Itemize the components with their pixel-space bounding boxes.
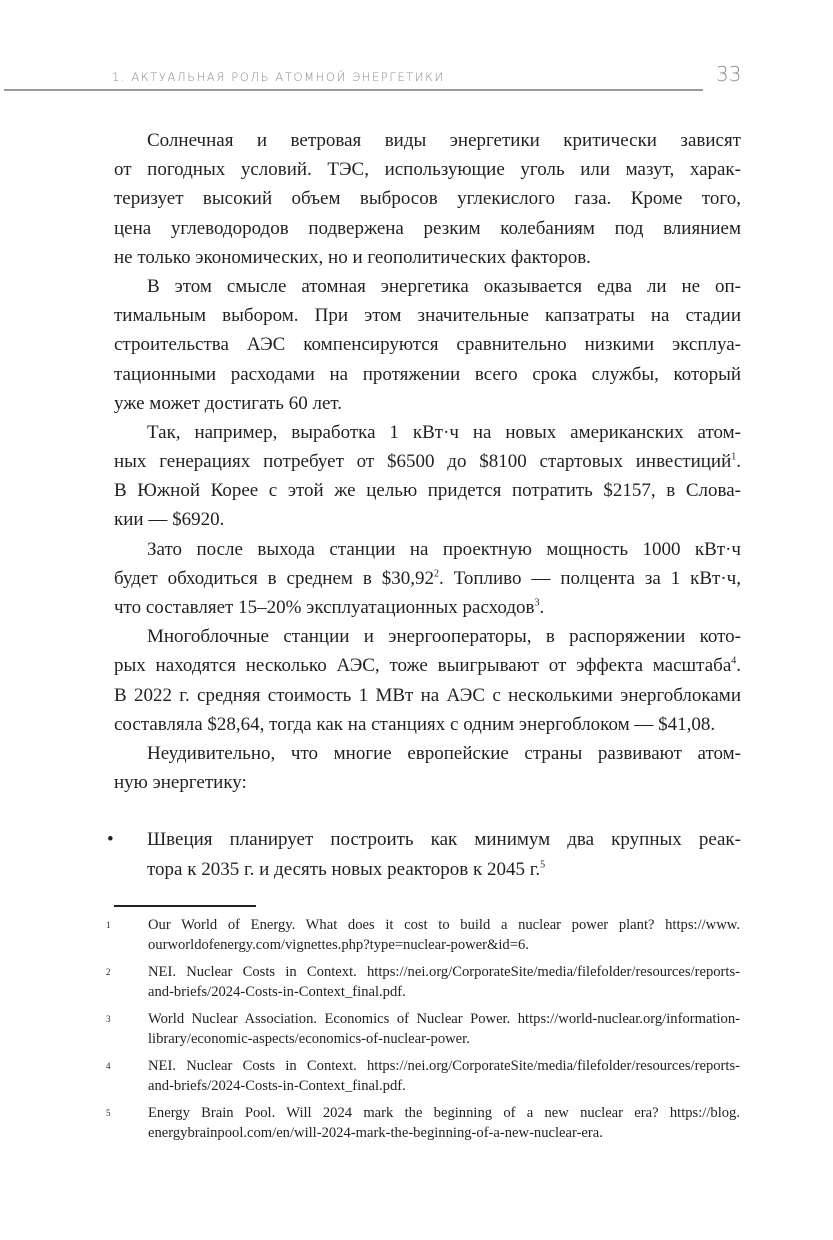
- footnote-line: library/economic-aspects/economics-of-nuclear-power.: [148, 1031, 470, 1047]
- body-text: [107, 126, 741, 884]
- line-text: теризует высокий объем выбросов углекислого газа. Кроме того,: [114, 188, 741, 210]
- bullet-item: [107, 825, 741, 883]
- footnote: [106, 915, 740, 955]
- text-line: [114, 593, 741, 622]
- text-line: [114, 739, 741, 768]
- line-text-tail: .: [736, 451, 741, 473]
- text-line: [114, 184, 741, 213]
- line-text: не только экономических, но и геополитических факторов.: [114, 246, 591, 268]
- footnote-ref: 5: [540, 859, 546, 871]
- line-text: ную энергетику:: [114, 772, 247, 794]
- line-text: тационными расходами на протяжении всего срока службы, который: [114, 363, 741, 385]
- footnote: [106, 1103, 740, 1143]
- text-line: [114, 535, 741, 564]
- line-text-tail: . Топливо — полцента за 1 кВт·ч,: [438, 567, 741, 589]
- paragraph: [114, 622, 741, 739]
- footnote-line: NEI. Nuclear Costs in Context. https://nei.org/CorporateSite/media/filefolder/resources/reports-: [148, 964, 740, 980]
- line-text: тора к 2035 г. и десять новых реакторов к 2045 г.: [147, 858, 541, 880]
- text-line: [114, 447, 741, 476]
- line-text: уже может достигать 60 лет.: [114, 392, 343, 414]
- text-line: [114, 301, 741, 330]
- footnote: [106, 962, 740, 1002]
- footnote-line: and-briefs/2024-Costs-in-Context_final.pdf.: [148, 1078, 406, 1094]
- text-line: [114, 155, 741, 184]
- text-line: [114, 214, 741, 243]
- footnote-rule: [114, 905, 256, 907]
- header-rule: [4, 89, 703, 91]
- line-text: кии — $6920.: [114, 509, 225, 531]
- line-text: цена углеводородов подвержена резким колебаниям под влиянием: [114, 217, 741, 239]
- text-line: [114, 243, 741, 272]
- line-text-tail: .: [736, 655, 741, 677]
- line-text: Зато после выхода станции на проектную мощность 1000 кВт·ч: [147, 538, 741, 560]
- line-text: В 2022 г. средняя стоимость 1 МВт на АЭС с несколькими энергоблоками: [114, 684, 741, 706]
- paragraph: [114, 535, 741, 623]
- text-line: [114, 681, 741, 710]
- paragraph: [114, 739, 741, 797]
- footnote-line: energybrainpool.com/en/will-2024-mark-the-beginning-of-a-new-nuclear-era.: [148, 1125, 603, 1141]
- footnote-number: 5: [106, 1108, 111, 1118]
- text-line: [114, 622, 741, 651]
- line-text: будет обходиться в среднем в $30,92: [114, 567, 434, 589]
- footnote-ref: 1: [731, 451, 737, 463]
- footnote: [106, 1056, 740, 1096]
- footnote-ref: 3: [534, 597, 540, 609]
- line-text: составляла $28,64, тогда как на станциях с одним энергоблоком — $41,08.: [114, 713, 716, 735]
- footnote-ref: 4: [731, 656, 737, 668]
- footnotes: [106, 915, 740, 1150]
- spacer: [114, 797, 741, 825]
- paragraph: [114, 272, 741, 418]
- line-text: В этом смысле атомная энергетика оказывается едва ли не оп-: [147, 275, 741, 297]
- text-line: [147, 855, 741, 884]
- footnote: [106, 1009, 740, 1049]
- footnote-line: Energy Brain Pool. Will 2024 mark the beginning of a new nuclear era? https://blog.: [148, 1105, 740, 1121]
- line-text: ных генерациях потребует от $6500 до $8100 стартовых инвестиций: [114, 451, 732, 473]
- line-text-tail: .: [539, 597, 545, 618]
- line-text: Солнечная и ветровая виды энергетики критически зависят: [147, 130, 741, 151]
- line-text: тимальным выбором. При этом значительные капзатраты на стадии: [114, 305, 741, 327]
- footnote-number: 2: [106, 967, 111, 977]
- line-text: Неудивительно, что многие европейские страны развивают атом-: [147, 742, 741, 764]
- footnote-line: ourworldofenergy.com/vignettes.php?type=nuclear-power&id=6.: [148, 937, 529, 953]
- paragraph: [114, 126, 741, 272]
- running-header-title: 1. АКТУАЛЬНАЯ РОЛЬ АТОМНОЙ ЭНЕРГЕТИКИ: [112, 70, 445, 84]
- footnote-number: 4: [106, 1061, 111, 1071]
- text-line: [114, 389, 741, 418]
- bullet-marker: •: [107, 829, 114, 851]
- footnote-line: World Nuclear Association. Economics of Nuclear Power. https://world-nuclear.org/information-: [148, 1011, 740, 1027]
- text-line: [114, 651, 741, 680]
- footnote-number: 3: [106, 1014, 111, 1024]
- footnote-number: 1: [106, 920, 111, 930]
- text-line: [114, 768, 741, 797]
- line-text: строительства АЭС компенсируются сравнительно низкими эксплуа-: [114, 334, 741, 356]
- line-text: Швеция планирует построить как минимум два крупных реак-: [147, 829, 741, 851]
- page-number: 33: [716, 62, 742, 86]
- footnote-ref: 2: [433, 568, 439, 580]
- footnote-line: Our World of Energy. What does it cost to build a nuclear power plant? https://www.: [148, 917, 740, 933]
- text-line: [114, 360, 741, 389]
- paragraph: [114, 418, 741, 535]
- text-line: [114, 272, 741, 301]
- text-line: [114, 564, 741, 593]
- footnote-line: and-briefs/2024-Costs-in-Context_final.pdf.: [148, 984, 406, 1000]
- line-text: Многоблочные станции и энергооператоры, в распоряжении кото-: [147, 626, 741, 648]
- text-line: [114, 330, 741, 359]
- text-line: [114, 476, 741, 505]
- text-line: [114, 505, 741, 534]
- line-text: В Южной Корее с этой же целью придется потратить $2157, в Слова-: [114, 480, 741, 502]
- line-text: от погодных условий. ТЭС, использующие уголь или мазут, харак-: [114, 159, 741, 181]
- footnote-line: NEI. Nuclear Costs in Context. https://nei.org/CorporateSite/media/filefolder/resources/reports-: [148, 1058, 740, 1074]
- text-line: [114, 710, 741, 739]
- line-text: Так, например, выработка 1 кВт·ч на новых американских атом-: [147, 421, 741, 443]
- text-line: [147, 825, 741, 854]
- line-text: что составляет 15–20% эксплуатационных расходов: [114, 597, 535, 618]
- text-line: [114, 418, 741, 447]
- line-text: рых находятся несколько АЭС, тоже выигрывают от эффекта масштаба: [114, 655, 732, 677]
- text-line: [114, 126, 741, 155]
